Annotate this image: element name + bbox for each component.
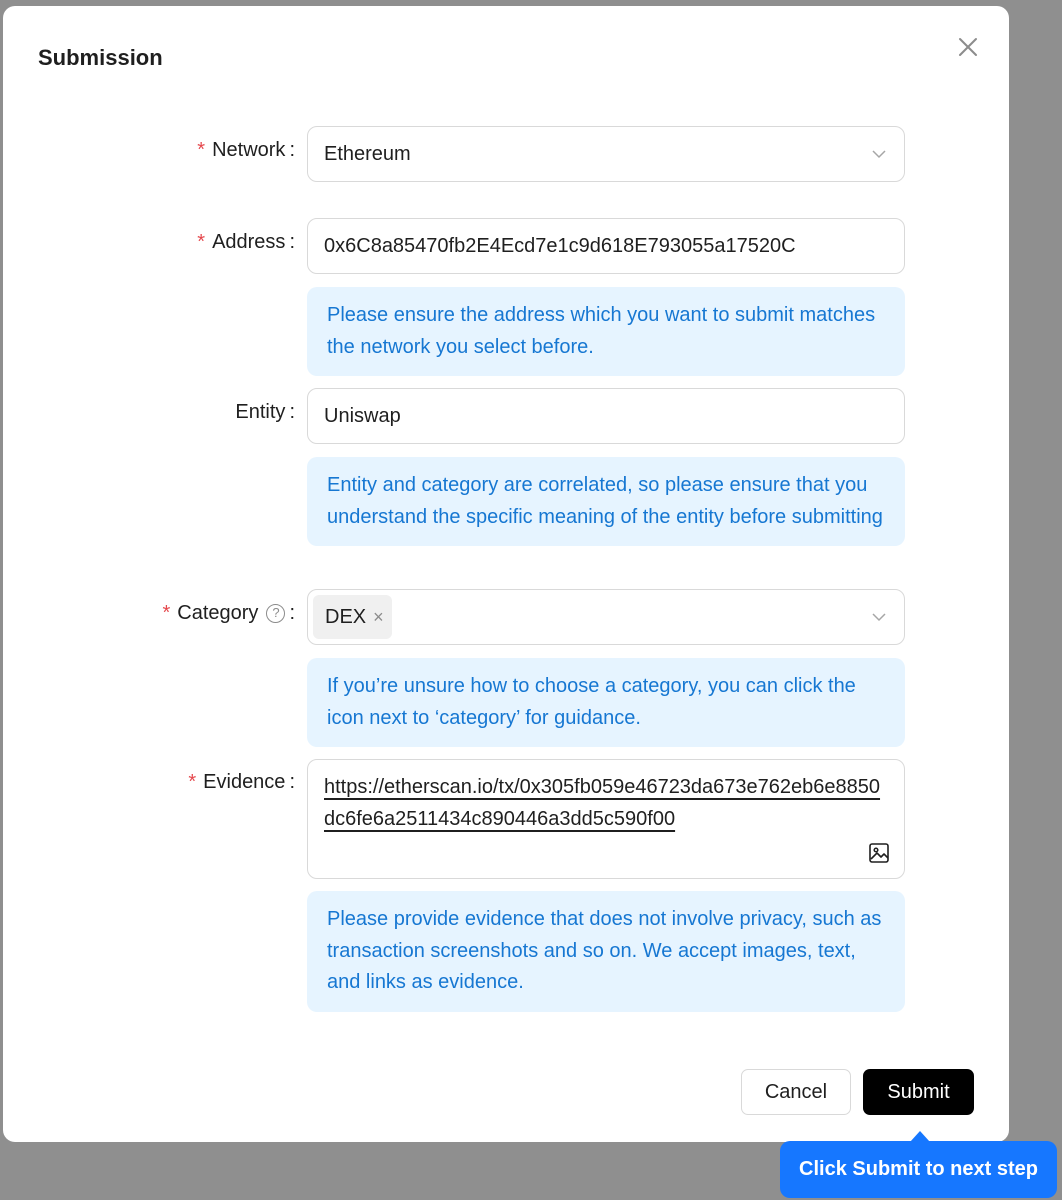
required-mark: * <box>162 602 171 624</box>
evidence-field[interactable] <box>307 759 905 879</box>
address-hint: Please ensure the address which you want to submit matches the network you select before. <box>307 287 905 376</box>
entity-field[interactable] <box>307 388 905 444</box>
network-select-value: Ethereum <box>324 142 411 165</box>
cancel-button[interactable]: Cancel <box>741 1069 851 1115</box>
question-circle-icon[interactable]: ? <box>266 604 285 623</box>
category-hint: If you’re unsure how to choose a category, you can click the icon next to ‘category’ for guidance. <box>307 658 905 747</box>
network-label <box>197 136 295 164</box>
entity-hint: Entity and category are correlated, so please ensure that you understand the specific meaning of the entity before submitting <box>307 457 905 546</box>
required-mark: * <box>188 771 197 793</box>
address-field[interactable] <box>307 218 905 274</box>
close-button[interactable] <box>953 32 983 62</box>
modal-title: Submission <box>38 45 163 70</box>
category-tag <box>313 595 392 639</box>
label-colon: : <box>289 231 295 253</box>
close-icon <box>953 32 983 62</box>
label-colon: : <box>289 139 295 161</box>
evidence-link[interactable]: https://etherscan.io/tx/0x305fb059e46723da673e762eb6e8850dc6fe6a2511434c890446a3dd5c590f00 <box>324 776 881 830</box>
label-colon: : <box>289 401 295 423</box>
label-colon: : <box>289 771 295 793</box>
category-label-text: Category <box>177 602 259 624</box>
address-label-text: Address <box>212 231 286 253</box>
category-select[interactable] <box>307 589 905 645</box>
evidence-label <box>188 768 295 796</box>
guide-tooltip: Click Submit to next step <box>780 1141 1057 1198</box>
chevron-down-icon <box>870 608 888 626</box>
category-label <box>162 599 295 627</box>
entity-label <box>235 398 295 426</box>
tag-close-icon[interactable]: × <box>373 607 384 627</box>
category-tag-label: DEX <box>325 605 367 628</box>
network-label-text: Network <box>212 139 286 161</box>
chevron-down-icon <box>870 145 888 163</box>
address-input[interactable] <box>324 235 888 258</box>
network-select[interactable] <box>307 126 905 182</box>
submit-button[interactable]: Submit <box>863 1069 974 1115</box>
entity-label-text: Entity <box>235 401 286 423</box>
label-colon: : <box>289 602 295 624</box>
address-label <box>197 228 295 256</box>
entity-input[interactable] <box>324 405 888 428</box>
evidence-hint: Please provide evidence that does not involve privacy, such as transaction screenshots and so on. We accept images, text, and links as evidence. <box>307 891 905 1012</box>
evidence-label-text: Evidence <box>203 771 286 793</box>
submission-modal <box>3 6 1009 1142</box>
required-mark: * <box>197 139 206 161</box>
image-icon[interactable] <box>868 842 890 864</box>
required-mark: * <box>197 231 206 253</box>
